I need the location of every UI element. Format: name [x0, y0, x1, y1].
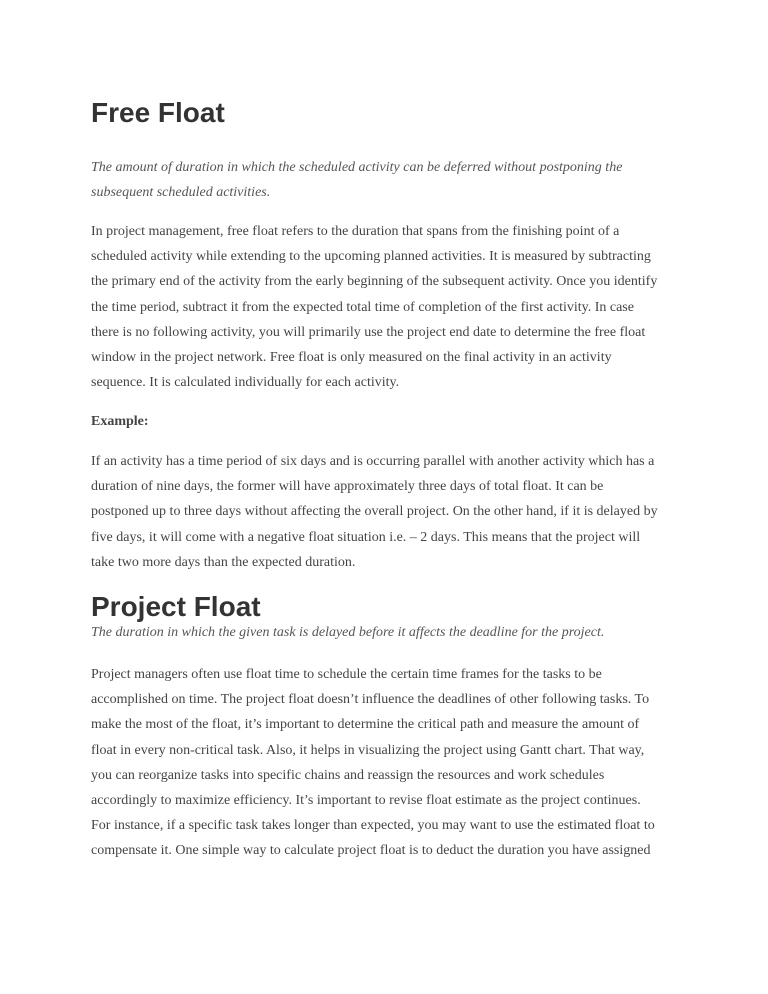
text-line: accordingly to maximize efficiency. It’s important to revise float estimate as the project continues.: [91, 793, 641, 809]
text-line: take two more days than the expected duration.: [91, 554, 356, 570]
text-line: Example:: [91, 414, 149, 429]
text-line: For instance, if a specific task takes longer than expected, you may want to use the estimated float to: [91, 818, 655, 834]
text-line: there is no following activity, you will primarily use the project end date to determine the free float: [91, 324, 646, 340]
text-line: you can reorganize tasks into specific chains and reassign the resources and work schedules: [91, 767, 605, 783]
project-float-body: [91, 662, 691, 864]
heading-free-float: [91, 97, 691, 129]
example-label: [91, 409, 691, 434]
text-line: accomplished on time. The project float doesn’t influence the deadlines of other following tasks. To: [91, 692, 650, 708]
text-line: The duration in which the given task is delayed before it affects the deadline for the project.: [91, 625, 605, 640]
text-line: subsequent scheduled activities.: [91, 185, 271, 201]
example-body: [91, 449, 691, 575]
text-line: duration of nine days, the former will have approximately three days of total float. It can be: [91, 479, 604, 495]
project-float-definition: [91, 620, 691, 645]
text-line: compensate it. One simple way to calculate project float is to deduct the duration you have assigned: [91, 843, 651, 859]
text-line: the time period, subtract it from the expected total time of completion of the first activity. In case: [91, 299, 634, 315]
text-line: Project managers often use float time to schedule the certain time frames for the tasks to be: [91, 667, 602, 682]
text-line: If an activity has a time period of six days and is occurring parallel with another activity which has a: [91, 454, 655, 469]
text-line: In project management, free float refers to the duration that spans from the finishing point of a: [91, 224, 620, 239]
text-line: postponed up to three days without affecting the overall project. On the other hand, if it is delayed by: [91, 504, 658, 520]
text-line: The amount of duration in which the scheduled activity can be deferred without postponing the: [91, 160, 623, 175]
text-line: float in every non-critical task. Also, it helps in visualizing the project using Gantt chart. That way,: [91, 742, 645, 758]
section-heading: Free Float: [91, 97, 225, 128]
text-line: window in the project network. Free float is only measured on the final activity in an activity: [91, 350, 612, 366]
text-line: sequence. It is calculated individually for each activity.: [91, 375, 400, 391]
free-float-definition: [91, 155, 691, 205]
heading-project-float: [91, 591, 691, 623]
text-line: make the most of the float, it’s important to determine the critical path and measure the amount of: [91, 717, 640, 733]
free-float-body: [91, 219, 691, 395]
section-heading: Project Float: [91, 591, 261, 622]
text-line: scheduled activity while extending to the upcoming planned activities. It is measured by subtracting: [91, 249, 651, 265]
text-line: the primary end of the activity from the early beginning of the subsequent activity. Once you identify: [91, 274, 658, 290]
text-line: five days, it will come with a negative float situation i.e. – 2 days. This means that the project will: [91, 529, 641, 545]
